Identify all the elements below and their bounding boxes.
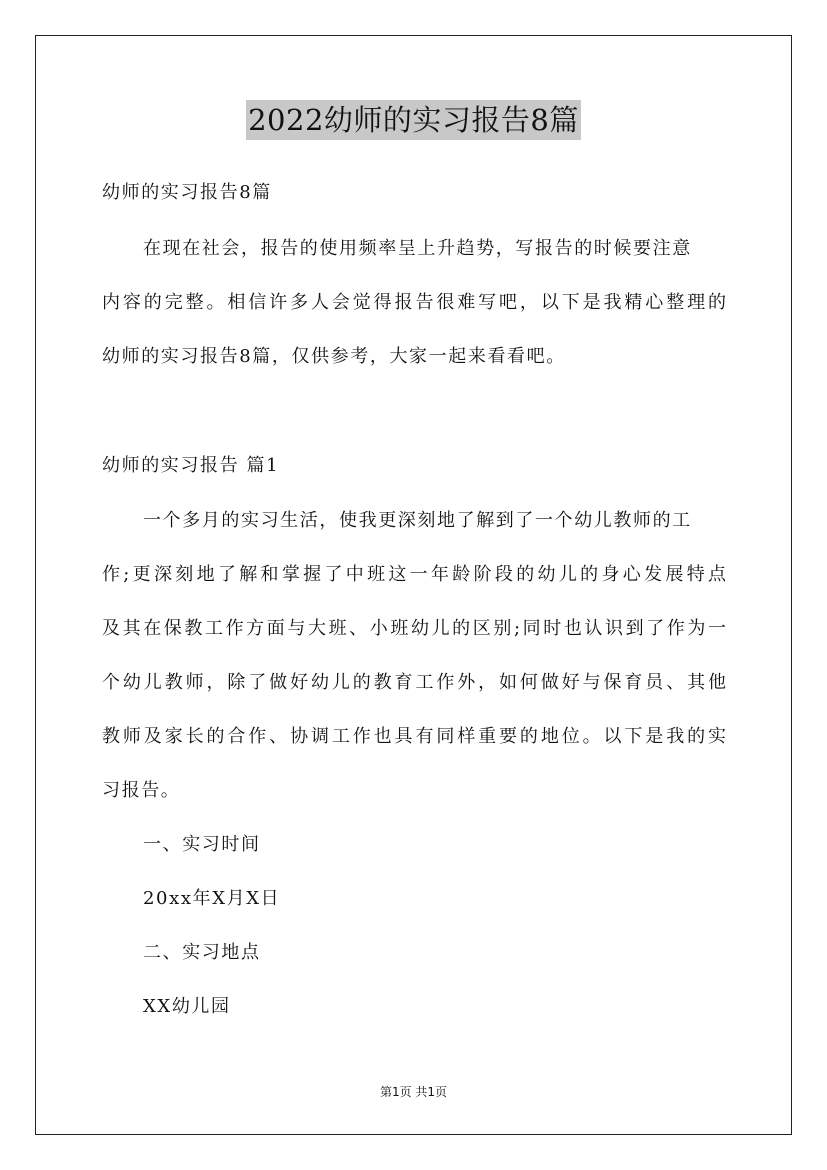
list-item: 二、实习地点 [143, 942, 261, 963]
list-item: 一、实习时间 [143, 834, 261, 855]
document-title: 2022幼师的实习报告8篇 [246, 100, 581, 140]
section-heading: 幼师的实习报告 篇1 [102, 455, 280, 476]
body-line: 一个多月的实习生活，使我更深刻地了解到了一个幼儿教师的工 [143, 510, 692, 531]
intro-line: 内容的完整。相信许多人会觉得报告很难写吧，以下是我精心整理的 [102, 292, 726, 313]
body-line: 作;更深刻地了解和掌握了中班这一年龄阶段的幼儿的身心发展特点 [102, 564, 726, 585]
page-footer: 第1页 共1页 [379, 1085, 448, 1099]
intro-line: 在现在社会，报告的使用频率呈上升趋势，写报告的时候要注意 [143, 238, 692, 259]
body-line: 及其在保教工作方面与大班、小班幼儿的区别;同时也认识到了作为一 [102, 618, 726, 639]
intro-line: 幼师的实习报告8篇，仅供参考，大家一起来看看吧。 [102, 346, 566, 367]
body-line: 个幼儿教师，除了做好幼儿的教育工作外，如何做好与保育员、其他 [102, 672, 726, 693]
document-subtitle: 幼师的实习报告8篇 [102, 182, 272, 203]
body-line: 教师及家长的合作、协调工作也具有同样重要的地位。以下是我的实 [102, 726, 726, 747]
list-item: XX幼儿园 [143, 996, 231, 1017]
list-item: 20xx年X月X日 [143, 888, 281, 909]
body-line: 习报告。 [102, 780, 181, 801]
title-wrap [0, 100, 827, 140]
